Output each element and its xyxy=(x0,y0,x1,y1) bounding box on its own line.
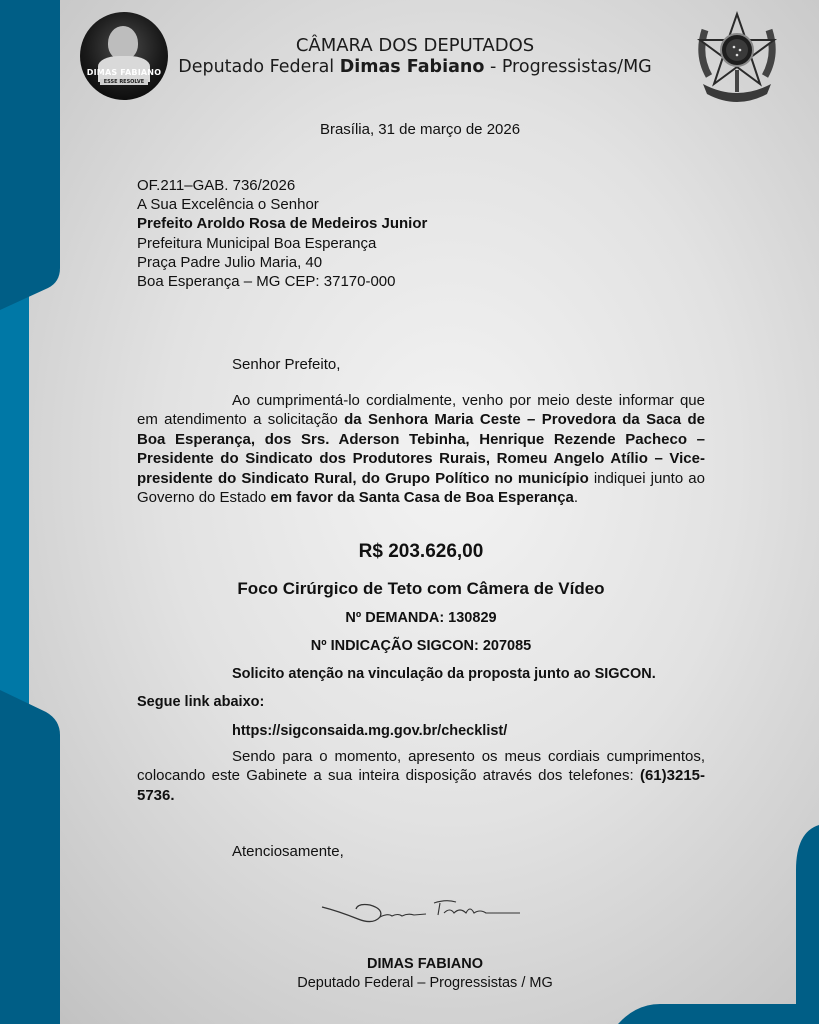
signer-role: Deputado Federal – Progressistas / MG xyxy=(297,975,553,991)
recipient-intro: A Sua Excelência o Senhor xyxy=(137,196,319,214)
recipient-name: Prefeito Aroldo Rosa de Medeiros Junior xyxy=(137,215,428,233)
body-text-requesters: da Senhora Maria Ceste – Provedora da Saca de Boa Esperança, dos Srs. Aderson Tebinha, Henrique Rezende Pacheco – Presidente do Sindicato dos Produtores Rurais, Romeu Angelo Atílio – Vice-presidente do Sindicato Rural, do Grupo Político no município xyxy=(137,411,705,487)
closing-text: Sendo para o momento, apresento os meus cordiais cumprimentos, colocando este Gabinete a sua inteira disposição através dos telefones: xyxy=(137,748,705,785)
logo-text-sub: ESSE RESOLVE xyxy=(100,79,148,85)
letter-date: Brasília, 31 de março de 2026 xyxy=(319,121,521,138)
item-description: Foco Cirúrgico de Teto com Câmera de Vídeo xyxy=(237,579,605,598)
subtitle-suffix: - Progressistas/MG xyxy=(484,57,652,77)
subtitle-name: Dimas Fabiano xyxy=(339,57,485,77)
brazil-coat-of-arms-icon xyxy=(695,10,779,106)
frame-bottom-strip xyxy=(618,1004,819,1024)
deputy-logo xyxy=(80,12,168,100)
logo-portrait-face xyxy=(108,26,138,60)
frame-left-light-strip xyxy=(0,280,29,730)
frame-right-bottom-band xyxy=(796,825,819,1024)
body-text-end: . xyxy=(573,489,579,507)
sigcon-number: Nº INDICAÇÃO SIGCON: 207085 xyxy=(310,638,532,654)
body-text-intro: Ao cumprimentá-lo cordialmente, venho por meio deste informar que em atendimento a solicitação xyxy=(137,392,705,429)
recipient-block xyxy=(137,176,427,291)
deputy-subtitle xyxy=(170,57,660,77)
link-intro: Segue link abaixo: xyxy=(137,694,265,710)
frame-left-bottom-band xyxy=(0,690,60,1024)
recipient-city: Boa Esperança – MG CEP: 37170-000 xyxy=(137,273,396,291)
reference-number: OF.211–GAB. 736/2026 xyxy=(137,177,296,194)
institution-title: CÂMARA DOS DEPUTADOS xyxy=(295,35,535,56)
salutation: Senhor Prefeito, xyxy=(232,356,341,373)
request-note: Solicito atenção na vinculação da proposta junto ao SIGCON. xyxy=(232,666,656,682)
handwritten-signature xyxy=(318,889,528,929)
recipient-organization: Prefeitura Municipal Boa Esperança xyxy=(137,234,377,252)
logo-text-main: DIMAS FABIANO xyxy=(86,68,162,77)
closing-paragraph xyxy=(137,747,705,805)
amount-value: R$ 203.626,00 xyxy=(358,541,484,562)
demand-number: Nº DEMANDA: 130829 xyxy=(345,610,497,626)
body-text-beneficiary: em favor da Santa Casa de Boa Esperança xyxy=(270,489,574,507)
frame-left-top-band xyxy=(0,0,60,310)
subtitle-prefix: Deputado Federal xyxy=(178,57,340,77)
farewell: Atenciosamente, xyxy=(232,843,344,860)
body-paragraph xyxy=(137,391,705,507)
body-text-middle: indiquei junto ao Governo do Estado xyxy=(137,469,705,507)
signer-name: DIMAS FABIANO xyxy=(367,956,483,972)
contact-phone: (61)3215-5736. xyxy=(137,767,705,804)
checklist-link[interactable]: https://sigconsaida.mg.gov.br/checklist/ xyxy=(232,723,508,739)
recipient-street: Praça Padre Julio Maria, 40 xyxy=(137,253,323,271)
